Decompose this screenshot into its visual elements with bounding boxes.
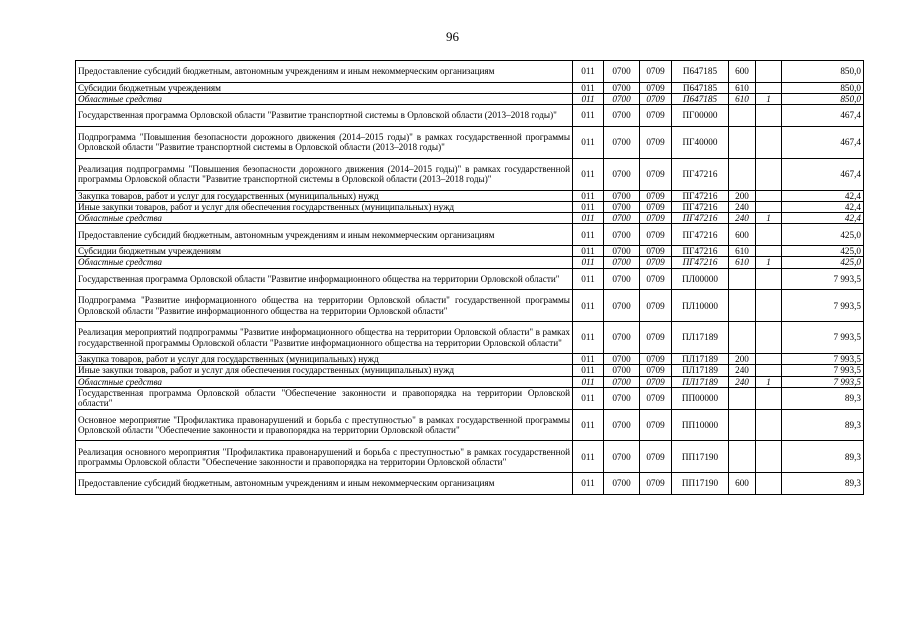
- row-vr-cell: 600: [729, 473, 756, 495]
- row-rz-cell: 0700: [604, 82, 640, 93]
- row-csr-cell: ПЛ17189: [672, 365, 729, 376]
- row-amount-cell: 850,0: [782, 93, 864, 104]
- row-rz-cell: 0700: [604, 224, 640, 246]
- row-vr-cell: [729, 409, 756, 441]
- table-row: [76, 93, 864, 104]
- table-row: [76, 257, 864, 268]
- row-vr-cell: 240: [729, 213, 756, 224]
- row-csr-cell: ПГ47216: [672, 213, 729, 224]
- row-name-cell: Областные средства: [76, 93, 573, 104]
- row-gr-cell: 011: [573, 441, 604, 473]
- row-name-cell: Областные средства: [76, 376, 573, 387]
- row-csr-cell: ПЛ17189: [672, 376, 729, 387]
- row-pr-cell: 0709: [640, 365, 672, 376]
- row-rz-cell: 0700: [604, 365, 640, 376]
- row-src-cell: 1: [756, 257, 782, 268]
- row-vr-cell: 610: [729, 82, 756, 93]
- row-vr-cell: 610: [729, 257, 756, 268]
- row-pr-cell: 0709: [640, 387, 672, 409]
- table-row: [76, 441, 864, 473]
- row-gr-cell: 011: [573, 61, 604, 83]
- row-gr-cell: 011: [573, 473, 604, 495]
- row-pr-cell: 0709: [640, 213, 672, 224]
- row-pr-cell: 0709: [640, 409, 672, 441]
- row-amount-cell: 42,4: [782, 213, 864, 224]
- row-rz-cell: 0700: [604, 441, 640, 473]
- row-pr-cell: 0709: [640, 322, 672, 354]
- row-vr-cell: [729, 105, 756, 127]
- row-rz-cell: 0700: [604, 387, 640, 409]
- row-rz-cell: 0700: [604, 246, 640, 257]
- row-gr-cell: 011: [573, 409, 604, 441]
- row-src-cell: [756, 190, 782, 201]
- row-src-cell: 1: [756, 93, 782, 104]
- row-pr-cell: 0709: [640, 257, 672, 268]
- row-pr-cell: 0709: [640, 441, 672, 473]
- row-csr-cell: П647185: [672, 82, 729, 93]
- row-vr-cell: [729, 387, 756, 409]
- row-csr-cell: ПГ00000: [672, 105, 729, 127]
- row-csr-cell: ПЛ17189: [672, 354, 729, 365]
- row-name-cell: Субсидии бюджетным учреждениям: [76, 82, 573, 93]
- row-csr-cell: ПП17190: [672, 473, 729, 495]
- row-gr-cell: 011: [573, 376, 604, 387]
- row-vr-cell: 240: [729, 365, 756, 376]
- row-vr-cell: [729, 290, 756, 322]
- row-name-cell: Реализация мероприятий подпрограммы "Развитие информационного общества на территории Орловской области" в рамках государственной программы Орловской области "Развитие информационного общества на территории Орловской области": [76, 322, 573, 354]
- row-rz-cell: 0700: [604, 290, 640, 322]
- row-gr-cell: 011: [573, 354, 604, 365]
- row-pr-cell: 0709: [640, 82, 672, 93]
- row-src-cell: [756, 441, 782, 473]
- row-name-cell: Субсидии бюджетным учреждениям: [76, 246, 573, 257]
- row-src-cell: [756, 105, 782, 127]
- row-vr-cell: [729, 126, 756, 158]
- row-name-cell: Иные закупки товаров, работ и услуг для обеспечения государственных (муниципальных) нужд: [76, 201, 573, 212]
- table-row: [76, 61, 864, 83]
- row-pr-cell: 0709: [640, 158, 672, 190]
- row-gr-cell: 011: [573, 158, 604, 190]
- row-src-cell: [756, 224, 782, 246]
- row-csr-cell: ПГ47216: [672, 224, 729, 246]
- row-amount-cell: 7 993,5: [782, 376, 864, 387]
- row-amount-cell: 850,0: [782, 61, 864, 83]
- row-pr-cell: 0709: [640, 290, 672, 322]
- table-row: [76, 126, 864, 158]
- row-name-cell: Закупка товаров, работ и услуг для государственных (муниципальных) нужд: [76, 190, 573, 201]
- table-row: [76, 473, 864, 495]
- row-src-cell: 1: [756, 213, 782, 224]
- row-csr-cell: ПГ47216: [672, 190, 729, 201]
- row-vr-cell: 610: [729, 246, 756, 257]
- row-src-cell: [756, 246, 782, 257]
- row-src-cell: [756, 82, 782, 93]
- row-rz-cell: 0700: [604, 213, 640, 224]
- row-rz-cell: 0700: [604, 322, 640, 354]
- row-rz-cell: 0700: [604, 201, 640, 212]
- budget-table: [75, 60, 864, 495]
- row-vr-cell: 200: [729, 190, 756, 201]
- row-gr-cell: 011: [573, 105, 604, 127]
- row-amount-cell: 89,3: [782, 387, 864, 409]
- table-row: [76, 213, 864, 224]
- row-name-cell: Закупка товаров, работ и услуг для государственных (муниципальных) нужд: [76, 354, 573, 365]
- row-amount-cell: 425,0: [782, 224, 864, 246]
- row-name-cell: Реализация подпрограммы "Повышения безопасности дорожного движения (2014–2015 годы)" в рамках государственной программы Орловской области "Развитие транспортной системы в Орловской области (2013–2018 годы)": [76, 158, 573, 190]
- budget-table-body: [76, 61, 864, 495]
- row-vr-cell: 600: [729, 224, 756, 246]
- row-gr-cell: 011: [573, 257, 604, 268]
- row-csr-cell: ПЛ00000: [672, 268, 729, 290]
- row-csr-cell: ПГ47216: [672, 158, 729, 190]
- row-name-cell: Подпрограмма "Развитие информационного общества на территории Орловской области" государственной программы Орловской области "Развитие информационного общества на территории Орловской области": [76, 290, 573, 322]
- row-pr-cell: 0709: [640, 105, 672, 127]
- row-gr-cell: 011: [573, 246, 604, 257]
- row-name-cell: Основное мероприятие "Профилактика правонарушений и борьба с преступностью" в рамках государственной программы Орловской области "Обеспечение законности и правопорядка на территории Орловской области": [76, 409, 573, 441]
- row-pr-cell: 0709: [640, 224, 672, 246]
- table-row: [76, 201, 864, 212]
- row-csr-cell: П647185: [672, 93, 729, 104]
- row-src-cell: [756, 354, 782, 365]
- row-gr-cell: 011: [573, 224, 604, 246]
- row-amount-cell: 7 993,5: [782, 290, 864, 322]
- row-csr-cell: ПГ47216: [672, 201, 729, 212]
- row-vr-cell: [729, 158, 756, 190]
- row-src-cell: [756, 322, 782, 354]
- row-gr-cell: 011: [573, 190, 604, 201]
- row-rz-cell: 0700: [604, 93, 640, 104]
- row-name-cell: Предоставление субсидий бюджетным, автономным учреждениям и иным некоммерческим организациям: [76, 61, 573, 83]
- row-rz-cell: 0700: [604, 354, 640, 365]
- row-name-cell: Подпрограмма "Повышения безопасности дорожного движения (2014–2015 годы)" в рамках государственной программы Орловской области "Развитие транспортной системы в Орловской области (2013–2018 годы)": [76, 126, 573, 158]
- row-csr-cell: ПП00000: [672, 387, 729, 409]
- row-pr-cell: 0709: [640, 354, 672, 365]
- row-pr-cell: 0709: [640, 93, 672, 104]
- row-src-cell: [756, 365, 782, 376]
- row-src-cell: [756, 158, 782, 190]
- table-row: [76, 268, 864, 290]
- row-pr-cell: 0709: [640, 190, 672, 201]
- row-vr-cell: [729, 322, 756, 354]
- table-row: [76, 246, 864, 257]
- row-vr-cell: 200: [729, 354, 756, 365]
- row-gr-cell: 011: [573, 201, 604, 212]
- row-amount-cell: 89,3: [782, 441, 864, 473]
- page-number: 96: [446, 29, 459, 44]
- table-row: [76, 376, 864, 387]
- row-csr-cell: ПП17190: [672, 441, 729, 473]
- row-amount-cell: 89,3: [782, 473, 864, 495]
- table-row: [76, 290, 864, 322]
- row-rz-cell: 0700: [604, 158, 640, 190]
- row-pr-cell: 0709: [640, 201, 672, 212]
- row-pr-cell: 0709: [640, 376, 672, 387]
- row-amount-cell: 7 993,5: [782, 268, 864, 290]
- table-row: [76, 105, 864, 127]
- row-rz-cell: 0700: [604, 409, 640, 441]
- row-amount-cell: 467,4: [782, 158, 864, 190]
- table-row: [76, 158, 864, 190]
- row-src-cell: [756, 290, 782, 322]
- row-name-cell: Государственная программа Орловской области "Развитие транспортной системы в Орловской области (2013–2018 годы)": [76, 105, 573, 127]
- row-pr-cell: 0709: [640, 61, 672, 83]
- row-amount-cell: 850,0: [782, 82, 864, 93]
- row-amount-cell: 42,4: [782, 190, 864, 201]
- table-row: [76, 322, 864, 354]
- row-name-cell: Иные закупки товаров, работ и услуг для обеспечения государственных (муниципальных) нужд: [76, 365, 573, 376]
- row-name-cell: Областные средства: [76, 213, 573, 224]
- row-src-cell: [756, 387, 782, 409]
- row-gr-cell: 011: [573, 82, 604, 93]
- row-gr-cell: 011: [573, 126, 604, 158]
- table-row: [76, 190, 864, 201]
- row-gr-cell: 011: [573, 387, 604, 409]
- row-src-cell: [756, 201, 782, 212]
- row-name-cell: Реализация основного мероприятия "Профилактика правонарушений и борьба с преступностью" в рамках государственной программы Орловской области "Обеспечение законности и правопорядка на территории Орловской области": [76, 441, 573, 473]
- row-csr-cell: П647185: [672, 61, 729, 83]
- table-row: [76, 354, 864, 365]
- table-row: [76, 82, 864, 93]
- row-name-cell: Государственная программа Орловской области "Обеспечение законности и правопорядка на территории Орловской области": [76, 387, 573, 409]
- table-row: [76, 409, 864, 441]
- row-src-cell: [756, 126, 782, 158]
- row-amount-cell: 467,4: [782, 105, 864, 127]
- row-gr-cell: 011: [573, 268, 604, 290]
- row-src-cell: [756, 473, 782, 495]
- row-rz-cell: 0700: [604, 268, 640, 290]
- row-vr-cell: 240: [729, 201, 756, 212]
- row-vr-cell: [729, 441, 756, 473]
- row-src-cell: [756, 268, 782, 290]
- row-gr-cell: 011: [573, 93, 604, 104]
- row-name-cell: Государственная программа Орловской области "Развитие информационного общества на территории Орловской области": [76, 268, 573, 290]
- row-csr-cell: ПП10000: [672, 409, 729, 441]
- row-amount-cell: 7 993,5: [782, 322, 864, 354]
- row-amount-cell: 425,0: [782, 257, 864, 268]
- row-pr-cell: 0709: [640, 473, 672, 495]
- table-row: [76, 387, 864, 409]
- row-gr-cell: 011: [573, 213, 604, 224]
- row-name-cell: Предоставление субсидий бюджетным, автономным учреждениям и иным некоммерческим организациям: [76, 224, 573, 246]
- row-csr-cell: ПГ40000: [672, 126, 729, 158]
- row-rz-cell: 0700: [604, 257, 640, 268]
- row-amount-cell: 7 993,5: [782, 354, 864, 365]
- row-rz-cell: 0700: [604, 61, 640, 83]
- row-src-cell: [756, 61, 782, 83]
- row-vr-cell: 240: [729, 376, 756, 387]
- row-amount-cell: 467,4: [782, 126, 864, 158]
- row-csr-cell: ПГ47216: [672, 257, 729, 268]
- table-row: [76, 365, 864, 376]
- row-gr-cell: 011: [573, 365, 604, 376]
- row-pr-cell: 0709: [640, 268, 672, 290]
- row-rz-cell: 0700: [604, 376, 640, 387]
- row-csr-cell: ПГ47216: [672, 246, 729, 257]
- row-src-cell: 1: [756, 376, 782, 387]
- row-gr-cell: 011: [573, 290, 604, 322]
- row-rz-cell: 0700: [604, 190, 640, 201]
- row-gr-cell: 011: [573, 322, 604, 354]
- table-row: [76, 224, 864, 246]
- row-pr-cell: 0709: [640, 246, 672, 257]
- row-csr-cell: ПЛ10000: [672, 290, 729, 322]
- row-pr-cell: 0709: [640, 126, 672, 158]
- row-vr-cell: 610: [729, 93, 756, 104]
- row-amount-cell: 42,4: [782, 201, 864, 212]
- row-name-cell: Областные средства: [76, 257, 573, 268]
- row-csr-cell: ПЛ17189: [672, 322, 729, 354]
- row-amount-cell: 425,0: [782, 246, 864, 257]
- row-vr-cell: [729, 268, 756, 290]
- row-name-cell: Предоставление субсидий бюджетным, автономным учреждениям и иным некоммерческим организациям: [76, 473, 573, 495]
- row-rz-cell: 0700: [604, 473, 640, 495]
- row-vr-cell: 600: [729, 61, 756, 83]
- row-src-cell: [756, 409, 782, 441]
- row-rz-cell: 0700: [604, 126, 640, 158]
- row-amount-cell: 7 993,5: [782, 365, 864, 376]
- row-amount-cell: 89,3: [782, 409, 864, 441]
- row-rz-cell: 0700: [604, 105, 640, 127]
